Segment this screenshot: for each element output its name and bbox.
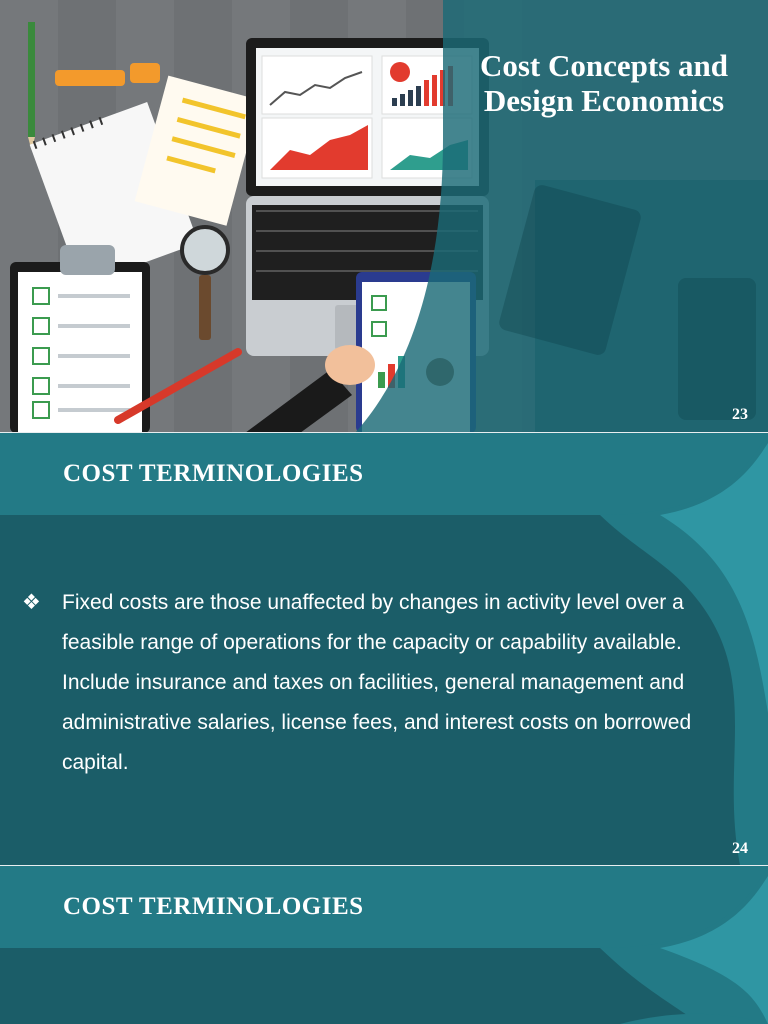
page-number: 23 [732,406,748,423]
page-number: 24 [732,840,748,857]
wave-background [0,866,768,1024]
phone-icon [678,278,756,420]
section-heading: COST TERMINOLOGIES [63,460,364,487]
clipboard-checklist-icon [10,245,150,433]
slide-23 [0,0,768,433]
slide-title: Cost Concepts and Design Economics [479,48,729,118]
section-heading: COST TERMINOLOGIES [63,893,364,920]
pencil-icon [28,22,35,150]
definition-text: are those unaffected by changes in activity level over a feasible range of operations for the capacity or capability available. Include insurance and taxes on facilities, general management and administrative salaries, license fees, and interest costs on borrowed capital. [62,591,692,774]
bullet-paragraph [22,583,732,783]
diamond-bullet-icon: ❖ [22,591,41,614]
term-fixed-costs: Fixed costs [62,591,169,614]
slide-24 [0,433,768,865]
slide-25 [0,866,768,1024]
